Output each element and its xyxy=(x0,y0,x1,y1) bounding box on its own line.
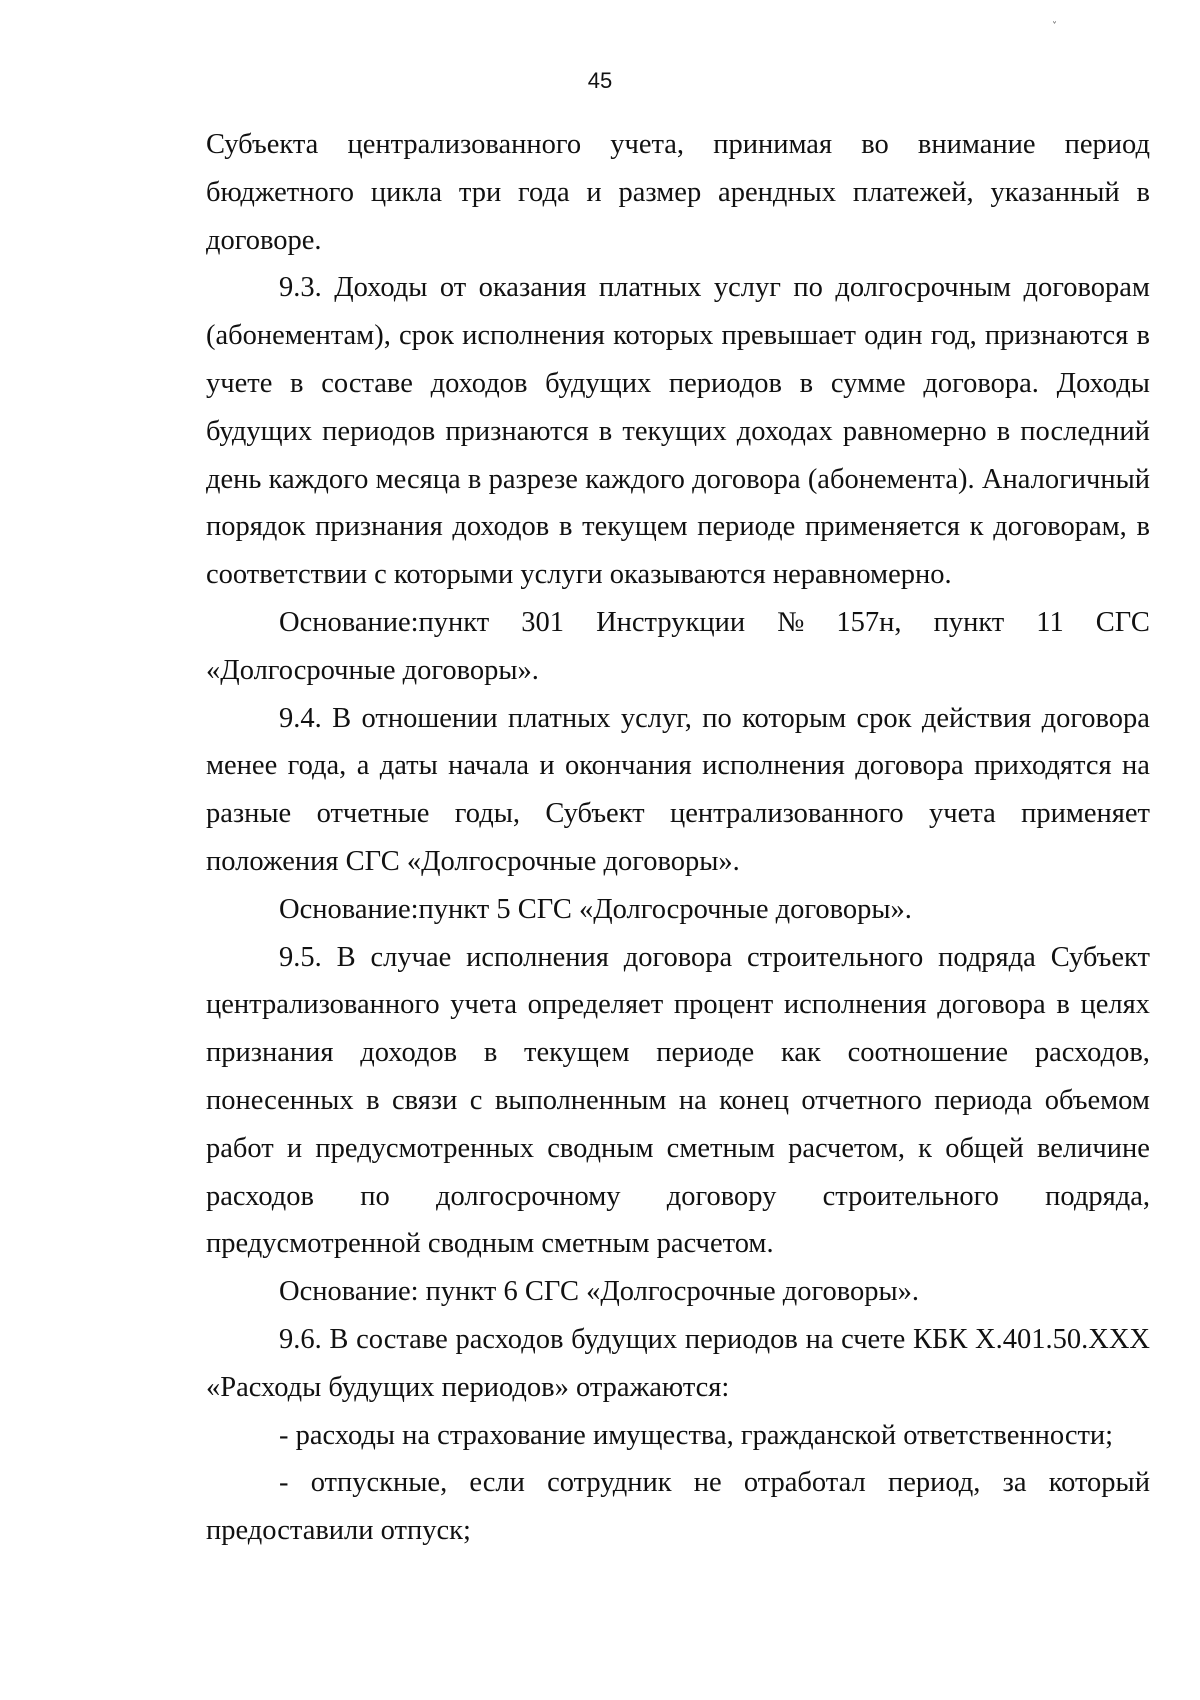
word: 9.5. xyxy=(279,941,322,973)
word: расходов xyxy=(455,1323,564,1355)
word: целях xyxy=(1080,989,1150,1021)
word: учета xyxy=(929,798,996,830)
text-line xyxy=(206,456,1150,504)
word: работ xyxy=(206,1132,274,1164)
text-line xyxy=(206,121,1150,169)
word: который xyxy=(1048,1467,1150,1499)
word: объемом xyxy=(1044,1084,1150,1116)
word: доходов xyxy=(430,367,528,399)
word: в xyxy=(1136,176,1150,208)
word: выполненным xyxy=(494,1084,667,1116)
word: и xyxy=(286,1132,303,1164)
word: договора xyxy=(937,989,1046,1021)
word: доходов xyxy=(452,511,550,543)
word: пункт xyxy=(933,606,1005,638)
word: по xyxy=(360,1180,390,1212)
word: исполнения xyxy=(702,750,845,782)
word: расходов xyxy=(206,1180,314,1212)
word: Аналогичный xyxy=(981,463,1150,495)
word: договоре. xyxy=(206,224,322,256)
word: периодов xyxy=(684,1323,798,1355)
word: период xyxy=(1064,129,1150,160)
word: договорам, xyxy=(993,511,1127,543)
word: «Расходы будущих периодов» отражаются: xyxy=(206,1371,730,1403)
text-line xyxy=(206,1077,1150,1125)
word: (абонемента). xyxy=(807,463,975,495)
word: Доходы xyxy=(334,272,428,304)
text-line xyxy=(206,217,1150,265)
page-number: 45 xyxy=(587,68,613,93)
word: учете xyxy=(206,367,273,399)
paragraph-9-4 xyxy=(206,695,1150,886)
word: «Долгосрочные договоры». xyxy=(206,654,539,686)
word: величине xyxy=(1036,1132,1150,1164)
word: с xyxy=(469,1084,483,1116)
document-body xyxy=(206,121,1150,1555)
text-line xyxy=(206,1459,1150,1507)
word: Основание: пункт 6 СГС «Долгосрочные договоры». xyxy=(279,1276,919,1308)
word: строительного xyxy=(822,1180,999,1212)
text-line xyxy=(206,408,1150,456)
word: года xyxy=(518,176,570,208)
word: в xyxy=(996,415,1011,447)
word: X.401.50.XXX xyxy=(975,1323,1150,1355)
word: договора xyxy=(1041,702,1150,734)
word: сумме xyxy=(830,367,906,399)
word: оказания xyxy=(478,272,587,304)
word: от xyxy=(439,272,467,304)
word: общей xyxy=(945,1132,1024,1164)
word: превышает xyxy=(721,320,856,352)
word: признания xyxy=(206,1037,334,1069)
word: в xyxy=(1136,320,1150,352)
word: на xyxy=(678,1084,707,1116)
word: учета, xyxy=(610,129,685,160)
word: года, xyxy=(287,750,347,782)
word: расходов, xyxy=(1034,1037,1150,1069)
word: предусмотренных xyxy=(315,1132,535,1164)
word: платных xyxy=(598,272,702,304)
word: будущих xyxy=(545,367,652,399)
word: договора. xyxy=(923,367,1039,399)
paragraph-basis-9-4 xyxy=(206,886,1150,934)
word: - расходы на страхование имущества, гражданской ответственности; xyxy=(279,1419,1114,1451)
list-item-vacation xyxy=(206,1459,1150,1555)
word: сводным xyxy=(547,1132,654,1164)
word: доходах xyxy=(736,415,833,447)
word: указанный xyxy=(990,176,1120,208)
word: договора xyxy=(855,750,964,782)
word: признания xyxy=(315,511,443,543)
word: соответствии с которыми услуги оказываются неравномерно. xyxy=(206,559,952,591)
word: предусмотренной сводным сметным расчетом. xyxy=(206,1228,774,1260)
word: исполнения xyxy=(466,941,609,973)
word: разные xyxy=(206,798,292,830)
word: в xyxy=(598,415,613,447)
word: (абонементам), xyxy=(206,320,391,352)
text-line xyxy=(206,312,1150,360)
word: отчетного xyxy=(801,1084,922,1116)
word: конец xyxy=(719,1084,789,1116)
word: исполнения xyxy=(783,989,927,1021)
text-line xyxy=(206,1316,1150,1364)
word: которым xyxy=(742,702,847,734)
word: составе xyxy=(356,1323,448,1355)
text-line xyxy=(206,503,1150,551)
word: Субъект xyxy=(545,798,645,830)
word: счете xyxy=(841,1323,906,1355)
word: договору xyxy=(666,1180,777,1212)
text-line xyxy=(206,551,1150,599)
text-line xyxy=(206,1125,1150,1173)
text-line xyxy=(206,1220,1150,1268)
word: 9.4. xyxy=(279,702,322,734)
word: централизованного xyxy=(670,798,904,830)
word: случае xyxy=(370,941,452,973)
word: а xyxy=(356,750,370,782)
word: принимая xyxy=(713,129,833,160)
word: услуг, xyxy=(620,702,692,734)
word: 9.3. xyxy=(279,272,322,304)
word: бюджетного xyxy=(206,176,354,208)
word: на xyxy=(805,1323,834,1355)
corner-scan-mark: ˬ xyxy=(1052,13,1057,24)
word: внимание xyxy=(917,129,1036,160)
paragraph-9-3 xyxy=(206,264,1150,599)
word: расчетом, xyxy=(788,1132,905,1164)
word: месяца xyxy=(375,463,461,495)
word: периодов xyxy=(668,367,782,399)
word: определяет xyxy=(527,989,664,1021)
word: В xyxy=(336,941,356,973)
word: 301 xyxy=(521,606,565,638)
word: годы, xyxy=(454,798,520,830)
word: договорам xyxy=(1023,272,1150,304)
word: КБК xyxy=(912,1323,968,1355)
word: периода xyxy=(934,1084,1033,1116)
text-line xyxy=(206,599,1150,647)
word: к xyxy=(969,511,984,543)
word: по xyxy=(793,272,823,304)
text-line xyxy=(206,886,1150,934)
word: - xyxy=(279,1467,289,1499)
text-line xyxy=(206,264,1150,312)
word: связи xyxy=(391,1084,458,1116)
text-line xyxy=(206,981,1150,1029)
text-line xyxy=(206,1364,1150,1412)
word: менее xyxy=(206,750,278,782)
word: разрезе xyxy=(488,463,578,495)
word: в xyxy=(290,367,304,399)
word: централизованного xyxy=(206,989,440,1021)
word: в xyxy=(1056,989,1070,1021)
word: строительного xyxy=(747,941,924,973)
word: периодов xyxy=(322,415,436,447)
word: в xyxy=(467,463,482,495)
word: арендных xyxy=(718,176,836,208)
text-line xyxy=(206,934,1150,982)
word: Субъекта xyxy=(206,129,319,160)
word: действия xyxy=(921,702,1032,734)
word: 9.6. xyxy=(279,1323,322,1355)
word: последний xyxy=(1020,415,1150,447)
word: в xyxy=(558,511,573,543)
word: Доходы xyxy=(1056,367,1150,399)
word: подряда xyxy=(938,941,1036,973)
word: долгосрочному xyxy=(436,1180,621,1212)
word: на xyxy=(1121,750,1150,782)
word: применяет xyxy=(1021,798,1150,830)
word: текущих xyxy=(622,415,727,447)
word: процент xyxy=(673,989,774,1021)
word: каждого xyxy=(585,463,685,495)
word: в xyxy=(483,1037,498,1069)
word: если xyxy=(469,1467,525,1499)
word: текущем xyxy=(524,1037,630,1069)
text-line xyxy=(206,1268,1150,1316)
word: по xyxy=(702,702,732,734)
text-line xyxy=(206,169,1150,217)
text-line xyxy=(206,1507,1150,1555)
word: Инструкции xyxy=(596,606,746,638)
word: договора xyxy=(692,463,801,495)
word: в xyxy=(366,1084,380,1116)
word: которых xyxy=(613,320,714,352)
text-line xyxy=(206,647,1150,695)
word: понесенных xyxy=(206,1084,354,1116)
word: отработал xyxy=(743,1467,866,1499)
word: соотношение xyxy=(847,1037,1009,1069)
word: услуг xyxy=(713,272,781,304)
word: периоде xyxy=(697,511,796,543)
word: год, xyxy=(930,320,977,352)
word: сотрудник xyxy=(547,1467,672,1499)
word: № xyxy=(777,606,805,638)
word: срок xyxy=(856,702,912,734)
word: в xyxy=(799,367,814,399)
word: период, xyxy=(887,1467,981,1499)
word: Субъект xyxy=(1050,941,1150,973)
word: применяется xyxy=(804,511,960,543)
word: три xyxy=(458,176,502,208)
word: окончания xyxy=(565,750,692,782)
word: В xyxy=(329,1323,349,1355)
text-line xyxy=(206,1412,1150,1460)
word: будущих xyxy=(571,1323,678,1355)
paragraph-9-5 xyxy=(206,934,1150,1269)
word: равномерно xyxy=(842,415,987,447)
word: будущих xyxy=(206,415,313,447)
list-item-insurance xyxy=(206,1412,1150,1460)
word: платежей, xyxy=(852,176,974,208)
paragraph-9-6 xyxy=(206,1316,1150,1412)
word: размер xyxy=(618,176,702,208)
word: как xyxy=(780,1037,821,1069)
word: начала xyxy=(448,750,529,782)
text-line xyxy=(206,1029,1150,1077)
word: подряда, xyxy=(1045,1180,1150,1212)
word: цикла xyxy=(370,176,443,208)
word: Основание:пункт xyxy=(279,606,490,638)
word: в xyxy=(1136,511,1150,543)
word: срок xyxy=(399,320,454,352)
word: Основание:пункт 5 СГС «Долгосрочные договоры». xyxy=(279,893,912,925)
word: составе xyxy=(321,367,413,399)
word: доходов xyxy=(360,1037,458,1069)
text-line xyxy=(206,360,1150,408)
word: 157н, xyxy=(836,606,902,638)
word: предоставили отпуск; xyxy=(206,1515,471,1547)
paragraph-basis-9-5 xyxy=(206,1268,1150,1316)
word: каждого xyxy=(268,463,369,495)
word: и xyxy=(539,750,555,782)
text-line xyxy=(206,742,1150,790)
word: учета xyxy=(450,989,517,1021)
word: признаются xyxy=(984,320,1129,352)
word: и xyxy=(586,176,602,208)
word: долгосрочным xyxy=(835,272,1012,304)
text-line xyxy=(206,838,1150,886)
text-line xyxy=(206,1173,1150,1221)
word: 11 xyxy=(1036,606,1064,638)
word: отпускные, xyxy=(310,1467,448,1499)
word: текущем xyxy=(582,511,688,543)
word: периоде xyxy=(656,1037,755,1069)
paragraph-continuation xyxy=(206,121,1150,264)
word: приходятся xyxy=(974,750,1112,782)
word: во xyxy=(861,129,889,160)
word: централизованного xyxy=(347,129,582,160)
word: даты xyxy=(379,750,438,782)
text-line xyxy=(206,790,1150,838)
word: порядок xyxy=(206,511,306,543)
word: договора xyxy=(623,941,733,973)
word: признаются xyxy=(445,415,589,447)
word: отчетные xyxy=(316,798,430,830)
word: положения СГС «Долгосрочные договоры». xyxy=(206,845,740,877)
word: сметным xyxy=(666,1132,775,1164)
word: один xyxy=(864,320,923,352)
text-line xyxy=(206,695,1150,743)
paragraph-basis-9-3 xyxy=(206,599,1150,695)
word: не xyxy=(693,1467,722,1499)
word: СГС xyxy=(1095,606,1150,638)
word: к xyxy=(918,1132,933,1164)
word: В xyxy=(332,702,352,734)
word: день xyxy=(206,463,262,495)
word: исполнения xyxy=(462,320,605,352)
word: отношении xyxy=(361,702,498,734)
word: платных xyxy=(508,702,611,734)
word: за xyxy=(1002,1467,1027,1499)
